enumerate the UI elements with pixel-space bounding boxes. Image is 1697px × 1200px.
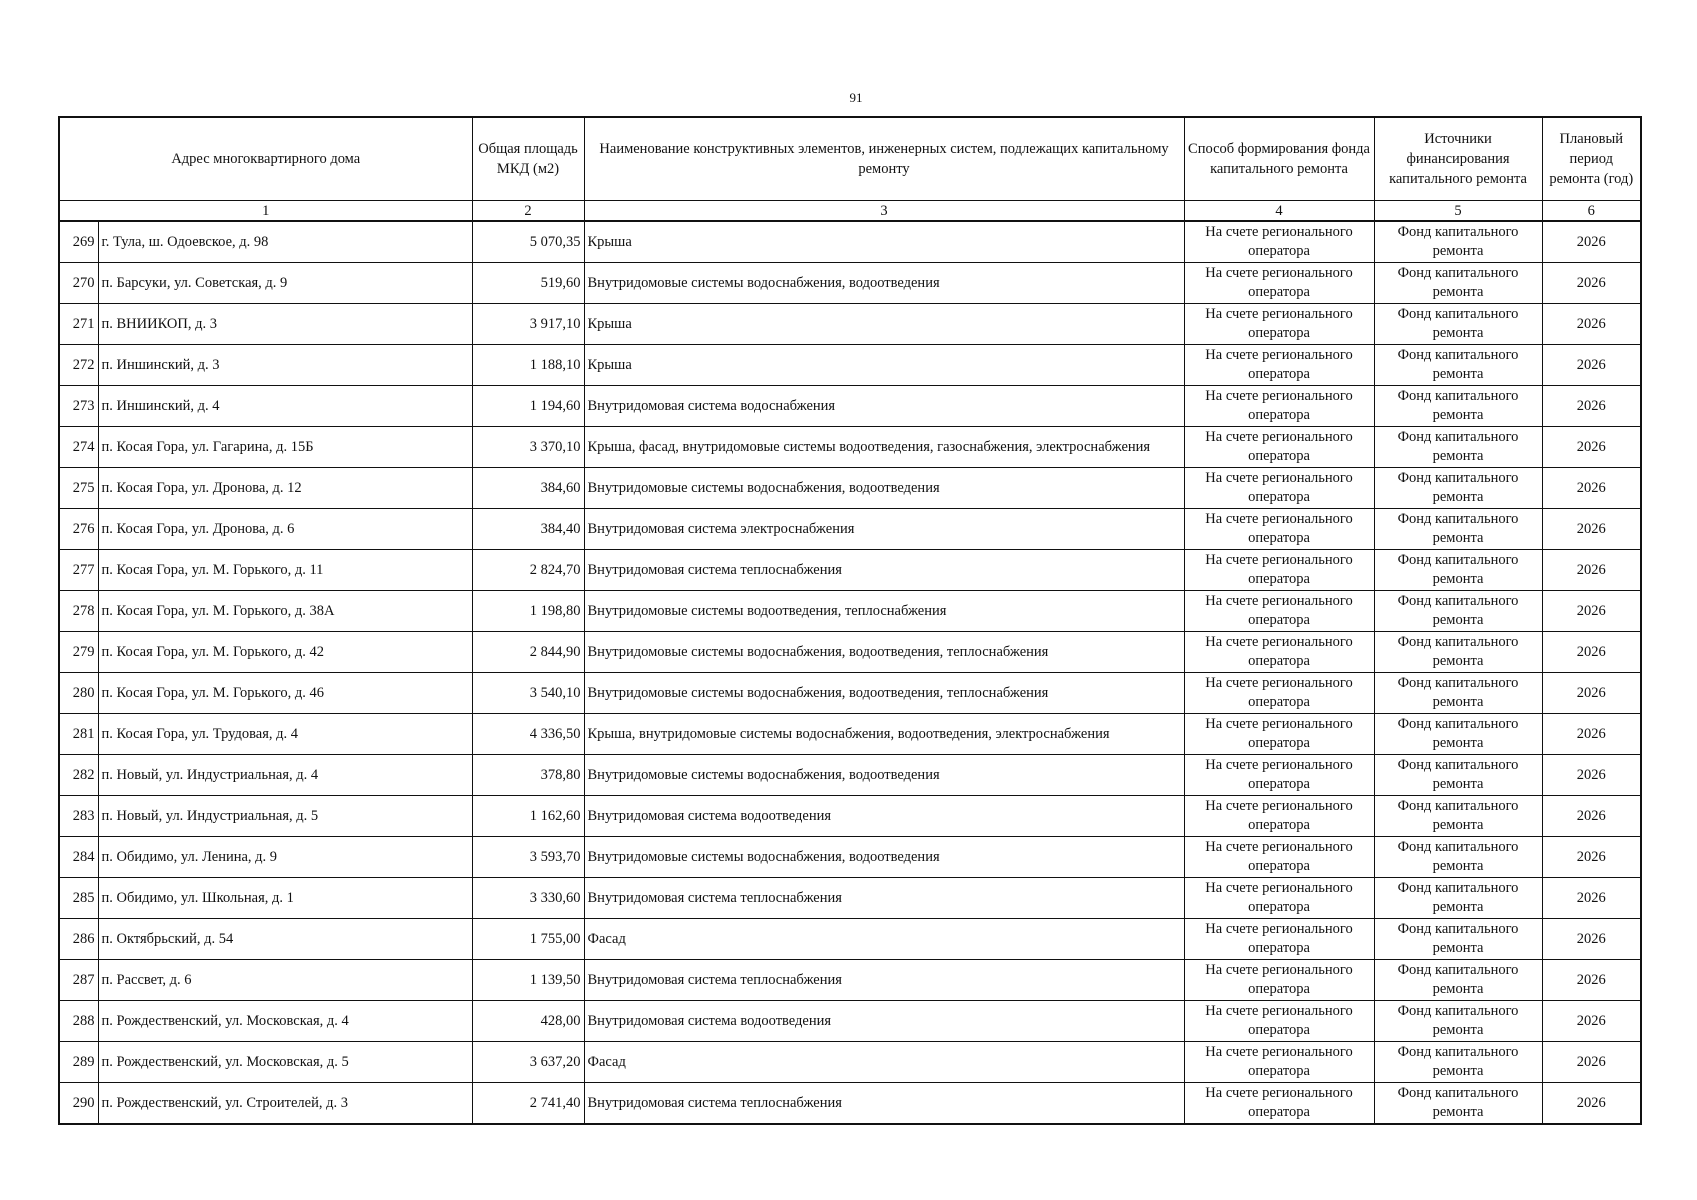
year-cell: 2026 <box>1542 591 1641 632</box>
year-cell: 2026 <box>1542 1001 1641 1042</box>
row-number: 275 <box>59 468 98 509</box>
row-number: 283 <box>59 796 98 837</box>
row-number: 281 <box>59 714 98 755</box>
table-row <box>59 1042 1641 1083</box>
elements-cell: Внутридомовые системы водоснабжения, водоотведения <box>584 837 1184 878</box>
table-row <box>59 591 1641 632</box>
elements-cell: Внутридомовая система электроснабжения <box>584 509 1184 550</box>
column-number: 6 <box>1542 201 1641 222</box>
table-row <box>59 386 1641 427</box>
table-row <box>59 960 1641 1001</box>
year-cell: 2026 <box>1542 345 1641 386</box>
row-number: 279 <box>59 632 98 673</box>
elements-cell: Внутридомовая система водоснабжения <box>584 386 1184 427</box>
row-number: 277 <box>59 550 98 591</box>
elements-cell: Внутридомовые системы водоснабжения, водоотведения <box>584 468 1184 509</box>
source-cell: Фонд капитального ремонта <box>1374 468 1542 509</box>
area-cell: 1 188,10 <box>472 345 584 386</box>
source-cell: Фонд капитального ремонта <box>1374 221 1542 263</box>
row-number: 270 <box>59 263 98 304</box>
source-cell: Фонд капитального ремонта <box>1374 755 1542 796</box>
method-cell: На счете регионального оператора <box>1184 427 1374 468</box>
source-cell: Фонд капитального ремонта <box>1374 1083 1542 1125</box>
method-cell: На счете регионального оператора <box>1184 755 1374 796</box>
year-cell: 2026 <box>1542 468 1641 509</box>
area-cell: 2 741,40 <box>472 1083 584 1125</box>
repair-schedule-table <box>58 116 1642 1125</box>
table-row <box>59 919 1641 960</box>
method-cell: На счете регионального оператора <box>1184 386 1374 427</box>
table-row <box>59 1001 1641 1042</box>
row-number: 287 <box>59 960 98 1001</box>
year-cell: 2026 <box>1542 960 1641 1001</box>
elements-cell: Крыша, фасад, внутридомовые системы водоотведения, газоснабжения, электроснабжения <box>584 427 1184 468</box>
table-body <box>59 221 1641 1124</box>
address-cell: п. Косая Гора, ул. Трудовая, д. 4 <box>98 714 472 755</box>
method-cell: На счете регионального оператора <box>1184 919 1374 960</box>
year-cell: 2026 <box>1542 304 1641 345</box>
row-number: 289 <box>59 1042 98 1083</box>
source-cell: Фонд капитального ремонта <box>1374 796 1542 837</box>
year-cell: 2026 <box>1542 632 1641 673</box>
year-cell: 2026 <box>1542 919 1641 960</box>
source-cell: Фонд капитального ремонта <box>1374 1042 1542 1083</box>
table-row <box>59 837 1641 878</box>
address-cell: п. Косая Гора, ул. М. Горького, д. 38А <box>98 591 472 632</box>
table-row <box>59 796 1641 837</box>
column-number: 3 <box>584 201 1184 222</box>
area-cell: 3 917,10 <box>472 304 584 345</box>
year-cell: 2026 <box>1542 1042 1641 1083</box>
address-cell: п. Новый, ул. Индустриальная, д. 5 <box>98 796 472 837</box>
year-cell: 2026 <box>1542 1083 1641 1125</box>
method-cell: На счете регионального оператора <box>1184 714 1374 755</box>
address-cell: п. Обидимо, ул. Школьная, д. 1 <box>98 878 472 919</box>
method-cell: На счете регионального оператора <box>1184 673 1374 714</box>
elements-cell: Крыша, внутридомовые системы водоснабжения, водоотведения, электроснабжения <box>584 714 1184 755</box>
area-cell: 2 844,90 <box>472 632 584 673</box>
column-number-row <box>59 201 1641 222</box>
page-number: 91 <box>849 90 863 105</box>
table-header-row <box>59 117 1641 201</box>
column-number: 1 <box>59 201 472 222</box>
address-cell: п. Косая Гора, ул. Дронова, д. 12 <box>98 468 472 509</box>
elements-cell: Внутридомовая система теплоснабжения <box>584 1083 1184 1125</box>
header-address: Адрес многоквартирного дома <box>59 117 472 201</box>
table-row <box>59 550 1641 591</box>
row-number: 269 <box>59 221 98 263</box>
area-cell: 1 755,00 <box>472 919 584 960</box>
table-row <box>59 755 1641 796</box>
source-cell: Фонд капитального ремонта <box>1374 427 1542 468</box>
elements-cell: Внутридомовая система теплоснабжения <box>584 960 1184 1001</box>
area-cell: 3 330,60 <box>472 878 584 919</box>
source-cell: Фонд капитального ремонта <box>1374 386 1542 427</box>
method-cell: На счете регионального оператора <box>1184 796 1374 837</box>
area-cell: 1 198,80 <box>472 591 584 632</box>
address-cell: п. Косая Гора, ул. М. Горького, д. 46 <box>98 673 472 714</box>
row-number: 273 <box>59 386 98 427</box>
elements-cell: Внутридомовые системы водоснабжения, водоотведения <box>584 263 1184 304</box>
elements-cell: Крыша <box>584 304 1184 345</box>
elements-cell: Внутридомовая система теплоснабжения <box>584 550 1184 591</box>
area-cell: 1 194,60 <box>472 386 584 427</box>
area-cell: 4 336,50 <box>472 714 584 755</box>
area-cell: 1 162,60 <box>472 796 584 837</box>
column-number: 4 <box>1184 201 1374 222</box>
year-cell: 2026 <box>1542 714 1641 755</box>
address-cell: п. Иншинский, д. 4 <box>98 386 472 427</box>
year-cell: 2026 <box>1542 509 1641 550</box>
method-cell: На счете регионального оператора <box>1184 345 1374 386</box>
year-cell: 2026 <box>1542 263 1641 304</box>
source-cell: Фонд капитального ремонта <box>1374 878 1542 919</box>
area-cell: 3 593,70 <box>472 837 584 878</box>
elements-cell: Крыша <box>584 221 1184 263</box>
method-cell: На счете регионального оператора <box>1184 1083 1374 1125</box>
table-row <box>59 509 1641 550</box>
source-cell: Фонд капитального ремонта <box>1374 591 1542 632</box>
address-cell: п. Новый, ул. Индустриальная, д. 4 <box>98 755 472 796</box>
method-cell: На счете регионального оператора <box>1184 837 1374 878</box>
address-cell: г. Тула, ш. Одоевское, д. 98 <box>98 221 472 263</box>
address-cell: п. Рождественский, ул. Московская, д. 4 <box>98 1001 472 1042</box>
method-cell: На счете регионального оператора <box>1184 509 1374 550</box>
area-cell: 384,60 <box>472 468 584 509</box>
elements-cell: Внутридомовая система водоотведения <box>584 1001 1184 1042</box>
row-number: 290 <box>59 1083 98 1125</box>
elements-cell: Внутридомовая система теплоснабжения <box>584 878 1184 919</box>
method-cell: На счете регионального оператора <box>1184 304 1374 345</box>
table-row <box>59 304 1641 345</box>
area-cell: 3 540,10 <box>472 673 584 714</box>
method-cell: На счете регионального оператора <box>1184 221 1374 263</box>
address-cell: п. Косая Гора, ул. М. Горького, д. 11 <box>98 550 472 591</box>
method-cell: На счете регионального оператора <box>1184 550 1374 591</box>
source-cell: Фонд капитального ремонта <box>1374 837 1542 878</box>
source-cell: Фонд капитального ремонта <box>1374 673 1542 714</box>
source-cell: Фонд капитального ремонта <box>1374 304 1542 345</box>
table-row <box>59 673 1641 714</box>
address-cell: п. Октябрьский, д. 54 <box>98 919 472 960</box>
elements-cell: Внутридомовые системы водоснабжения, водоотведения, теплоснабжения <box>584 673 1184 714</box>
row-number: 284 <box>59 837 98 878</box>
address-cell: п. Иншинский, д. 3 <box>98 345 472 386</box>
table-row <box>59 263 1641 304</box>
header-elements: Наименование конструктивных элементов, инженерных систем, подлежащих капитальному ремонту <box>584 117 1184 201</box>
header-area: Общая площадь МКД (м2) <box>472 117 584 201</box>
elements-cell: Фасад <box>584 919 1184 960</box>
area-cell: 519,60 <box>472 263 584 304</box>
address-cell: п. Рассвет, д. 6 <box>98 960 472 1001</box>
table-row <box>59 221 1641 263</box>
elements-cell: Фасад <box>584 1042 1184 1083</box>
address-cell: п. Обидимо, ул. Ленина, д. 9 <box>98 837 472 878</box>
method-cell: На счете регионального оператора <box>1184 1001 1374 1042</box>
source-cell: Фонд капитального ремонта <box>1374 345 1542 386</box>
row-number: 282 <box>59 755 98 796</box>
year-cell: 2026 <box>1542 837 1641 878</box>
table-row <box>59 714 1641 755</box>
address-cell: п. Рождественский, ул. Московская, д. 5 <box>98 1042 472 1083</box>
row-number: 278 <box>59 591 98 632</box>
source-cell: Фонд капитального ремонта <box>1374 509 1542 550</box>
address-cell: п. ВНИИКОП, д. 3 <box>98 304 472 345</box>
table-row <box>59 345 1641 386</box>
row-number: 272 <box>59 345 98 386</box>
year-cell: 2026 <box>1542 755 1641 796</box>
source-cell: Фонд капитального ремонта <box>1374 263 1542 304</box>
area-cell: 384,40 <box>472 509 584 550</box>
source-cell: Фонд капитального ремонта <box>1374 550 1542 591</box>
address-cell: п. Косая Гора, ул. М. Горького, д. 42 <box>98 632 472 673</box>
year-cell: 2026 <box>1542 427 1641 468</box>
table-row <box>59 468 1641 509</box>
table-row <box>59 632 1641 673</box>
source-cell: Фонд капитального ремонта <box>1374 919 1542 960</box>
year-cell: 2026 <box>1542 386 1641 427</box>
row-number: 280 <box>59 673 98 714</box>
elements-cell: Внутридомовые системы водоотведения, теплоснабжения <box>584 591 1184 632</box>
source-cell: Фонд капитального ремонта <box>1374 714 1542 755</box>
year-cell: 2026 <box>1542 878 1641 919</box>
address-cell: п. Косая Гора, ул. Дронова, д. 6 <box>98 509 472 550</box>
table-row <box>59 878 1641 919</box>
elements-cell: Внутридомовые системы водоснабжения, водоотведения <box>584 755 1184 796</box>
row-number: 276 <box>59 509 98 550</box>
method-cell: На счете регионального оператора <box>1184 1042 1374 1083</box>
area-cell: 3 370,10 <box>472 427 584 468</box>
method-cell: На счете регионального оператора <box>1184 263 1374 304</box>
column-number: 2 <box>472 201 584 222</box>
area-cell: 3 637,20 <box>472 1042 584 1083</box>
header-source: Источники финансирования капитального ремонта <box>1374 117 1542 201</box>
row-number: 274 <box>59 427 98 468</box>
source-cell: Фонд капитального ремонта <box>1374 1001 1542 1042</box>
method-cell: На счете регионального оператора <box>1184 591 1374 632</box>
year-cell: 2026 <box>1542 673 1641 714</box>
elements-cell: Внутридомовая система водоотведения <box>584 796 1184 837</box>
year-cell: 2026 <box>1542 550 1641 591</box>
area-cell: 428,00 <box>472 1001 584 1042</box>
year-cell: 2026 <box>1542 221 1641 263</box>
table-row <box>59 1083 1641 1125</box>
method-cell: На счете регионального оператора <box>1184 878 1374 919</box>
table-row <box>59 427 1641 468</box>
row-number: 285 <box>59 878 98 919</box>
row-number: 286 <box>59 919 98 960</box>
header-period: Плановый период ремонта (год) <box>1542 117 1641 201</box>
source-cell: Фонд капитального ремонта <box>1374 960 1542 1001</box>
area-cell: 378,80 <box>472 755 584 796</box>
address-cell: п. Барсуки, ул. Советская, д. 9 <box>98 263 472 304</box>
row-number: 288 <box>59 1001 98 1042</box>
area-cell: 1 139,50 <box>472 960 584 1001</box>
method-cell: На счете регионального оператора <box>1184 960 1374 1001</box>
elements-cell: Крыша <box>584 345 1184 386</box>
year-cell: 2026 <box>1542 796 1641 837</box>
address-cell: п. Рождественский, ул. Строителей, д. 3 <box>98 1083 472 1125</box>
column-number: 5 <box>1374 201 1542 222</box>
area-cell: 5 070,35 <box>472 221 584 263</box>
area-cell: 2 824,70 <box>472 550 584 591</box>
row-number: 271 <box>59 304 98 345</box>
source-cell: Фонд капитального ремонта <box>1374 632 1542 673</box>
elements-cell: Внутридомовые системы водоснабжения, водоотведения, теплоснабжения <box>584 632 1184 673</box>
header-method: Способ формирования фонда капитального ремонта <box>1184 117 1374 201</box>
method-cell: На счете регионального оператора <box>1184 468 1374 509</box>
method-cell: На счете регионального оператора <box>1184 632 1374 673</box>
address-cell: п. Косая Гора, ул. Гагарина, д. 15Б <box>98 427 472 468</box>
